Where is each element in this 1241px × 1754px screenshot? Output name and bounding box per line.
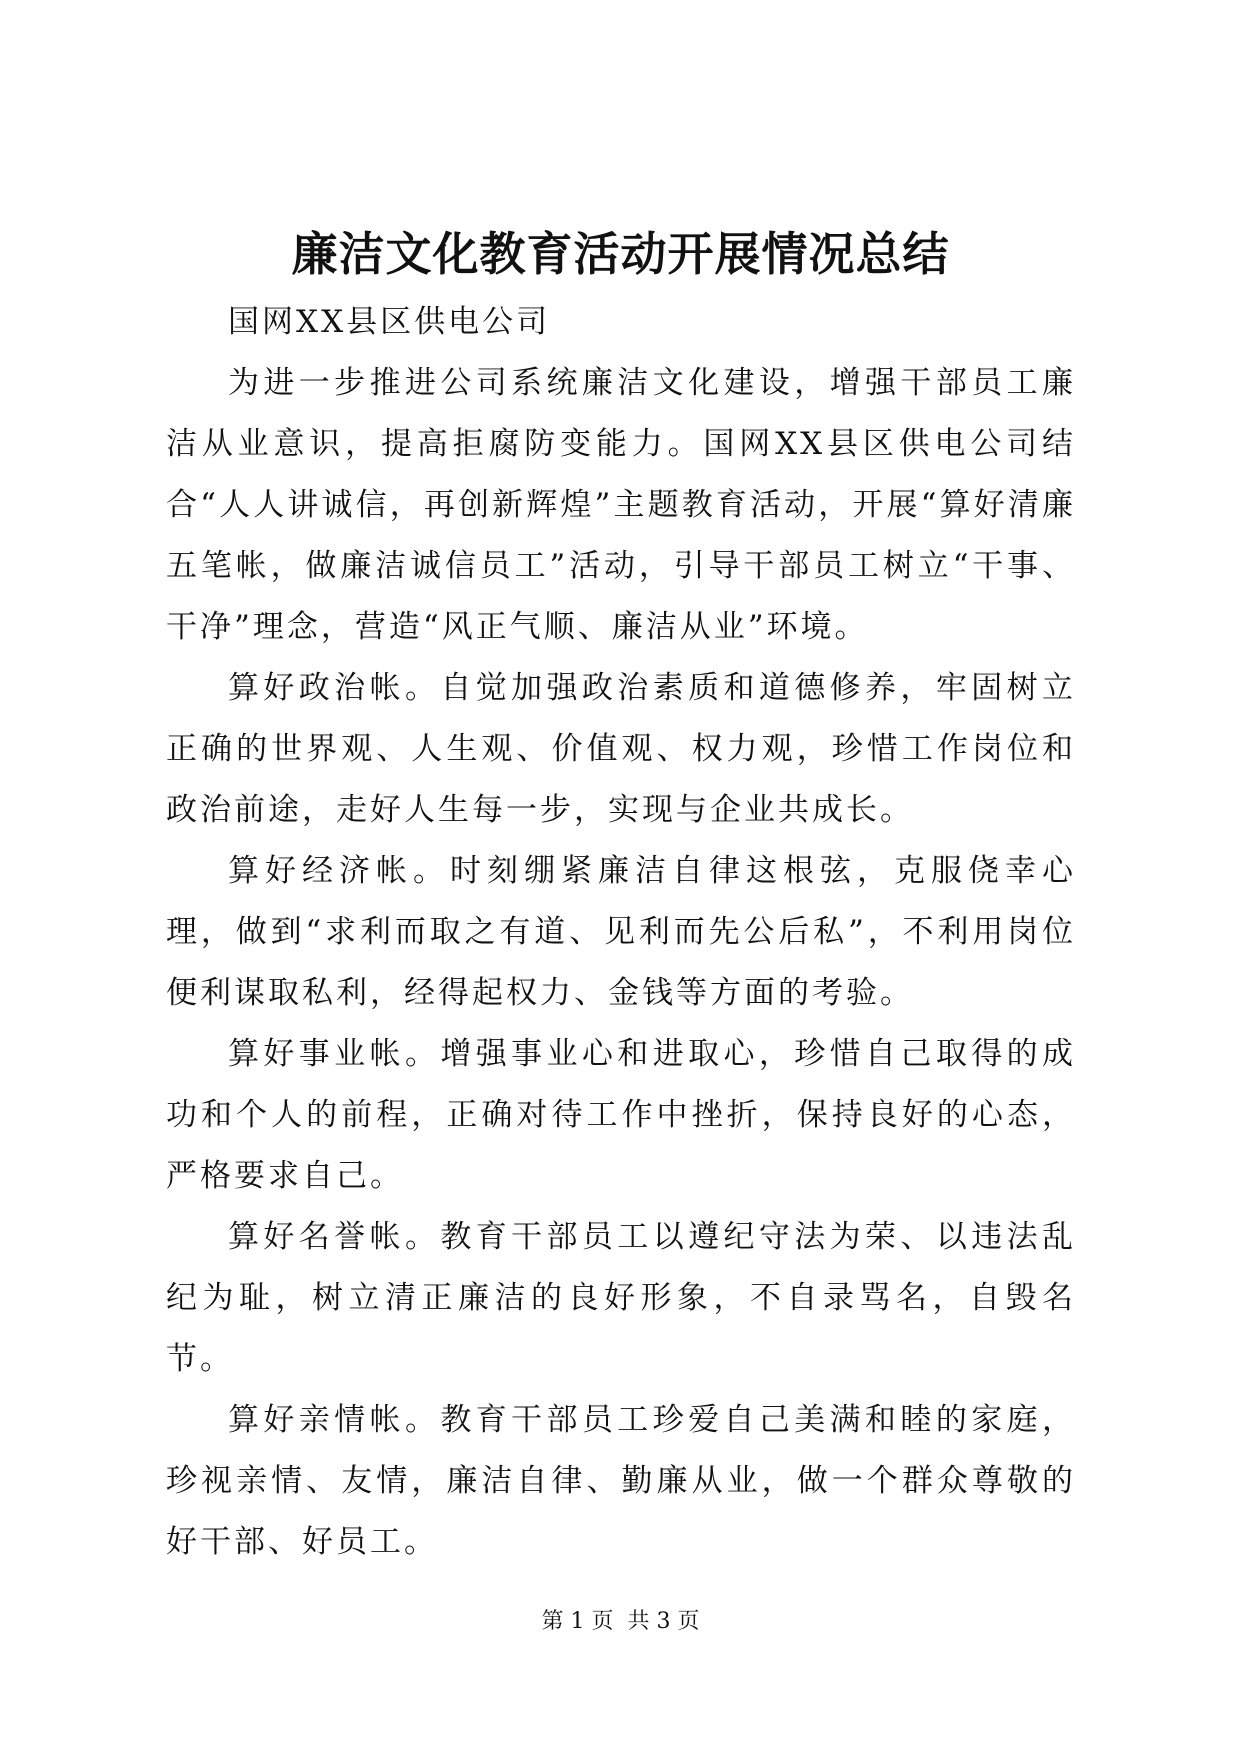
document-title: 廉洁文化教育活动开展情况总结: [291, 227, 950, 281]
page-number-label: 第 1 页 共 3 页: [541, 1609, 700, 1634]
paragraph-political: 算好政治帐。自觉加强政治素质和道德修养，牢固树立正确的世界观、人生观、价值观、权力观，珍惜工作岗位和政治前途，走好人生每一步，实现与企业共成长。: [166, 670, 1076, 828]
paragraph-intro: 为进一步推进公司系统廉洁文化建设，增强干部员工廉洁从业意识，提高拒腐防变能力。国网XX县区供电公司结合“人人讲诚信，再创新辉煌”主题教育活动，开展“算好清廉五笔帐，做廉洁诚信员工”活动，引导干部员工树立“干事、干净”理念，营造“风正气顺、廉洁从业”环境。: [166, 365, 1076, 645]
paragraph-economic: 算好经济帐。时刻绷紧廉洁自律这根弦，克服侥幸心理，做到“求利而取之有道、见利而先公后私”，不利用岗位便利谋取私利，经得起权力、金钱等方面的考验。: [166, 853, 1076, 1011]
paragraph-organization: 国网XX县区供电公司: [228, 304, 551, 340]
page-footer: [0, 1607, 1241, 1637]
document-body: [166, 292, 1076, 1573]
paragraph-family: 算好亲情帐。教育干部员工珍爱自己美满和睦的家庭，珍视亲情、友情，廉洁自律、勤廉从业，做一个群众尊敬的好干部、好员工。: [166, 1402, 1076, 1560]
paragraph-reputation: 算好名誉帐。教育干部员工以遵纪守法为荣、以违法乱纪为耻，树立清正廉洁的良好形象，不自录骂名，自毁名节。: [166, 1219, 1076, 1377]
paragraph-career: 算好事业帐。增强事业心和进取心，珍惜自己取得的成功和个人的前程，正确对待工作中挫折，保持良好的心态，严格要求自己。: [166, 1036, 1076, 1194]
